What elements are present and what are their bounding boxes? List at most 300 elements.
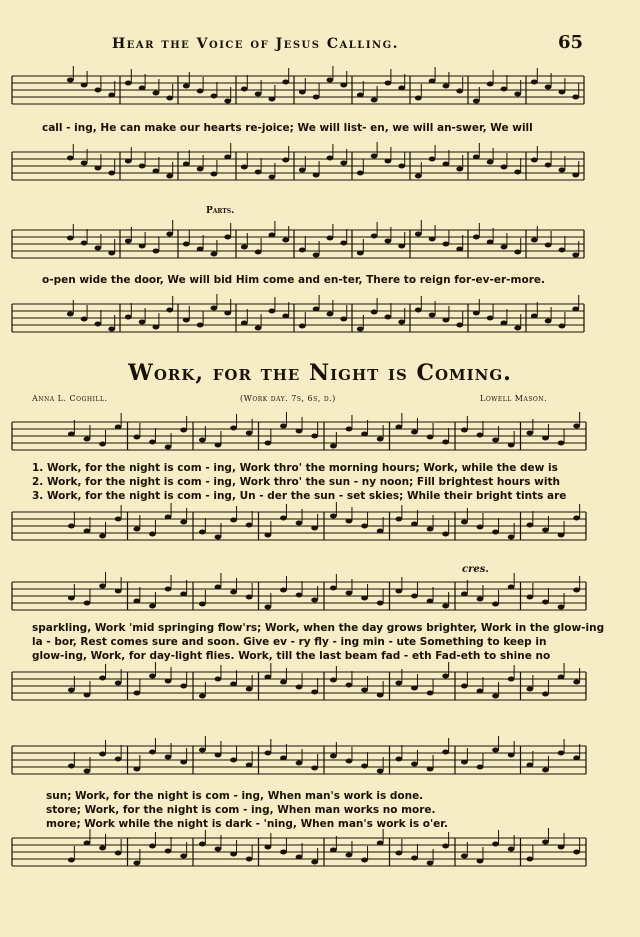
note-head (84, 601, 91, 606)
note-head (443, 84, 450, 89)
note-head (230, 852, 237, 857)
note-head (241, 87, 248, 92)
staff-9 (12, 742, 586, 782)
note-head (215, 677, 222, 682)
note-head (542, 600, 549, 605)
note-head (84, 769, 91, 774)
note-head (67, 78, 74, 83)
note-head (501, 87, 508, 92)
note-head (180, 684, 187, 689)
note-head (572, 307, 579, 312)
verse1-line3: sun; Work, for the night is com - ing, When man's work is done. (46, 790, 424, 802)
note-head (442, 844, 449, 849)
note-head (224, 311, 231, 316)
note-head (81, 241, 88, 246)
note-head (224, 155, 231, 160)
note-head (280, 424, 287, 429)
note-head (508, 443, 515, 448)
note-head (199, 438, 206, 443)
note-head (327, 156, 334, 161)
note-head (514, 170, 521, 175)
note-head (377, 601, 384, 606)
note-head (199, 748, 206, 753)
note-head (385, 159, 392, 164)
note-head (377, 529, 384, 534)
note-head (508, 753, 515, 758)
note-head (427, 691, 434, 696)
note-head (531, 314, 538, 319)
note-head (461, 854, 468, 859)
note-head (149, 844, 156, 849)
note-head (526, 595, 533, 600)
page-number: 65 (558, 32, 584, 53)
note-head (67, 236, 74, 241)
note-head (492, 748, 499, 753)
note-head (264, 751, 271, 756)
note-head (183, 84, 190, 89)
note-head (115, 589, 122, 594)
note-head (115, 425, 122, 430)
note-head (149, 604, 156, 609)
note-head (558, 675, 565, 680)
note-head (411, 762, 418, 767)
note-head (398, 164, 405, 169)
note-head (461, 760, 468, 765)
note-head (573, 850, 580, 855)
note-head (180, 520, 187, 525)
note-head (456, 89, 463, 94)
note-head (269, 175, 276, 180)
note-head (296, 761, 303, 766)
note-head (415, 232, 422, 237)
note-head (149, 532, 156, 537)
note-head (427, 861, 434, 866)
note-head (473, 99, 480, 104)
note-head (197, 167, 204, 172)
note-head (255, 326, 262, 331)
note-head (346, 759, 353, 764)
note-head (492, 530, 499, 535)
note-head (545, 85, 552, 90)
note-head (165, 587, 172, 592)
note-head (296, 855, 303, 860)
note-head (311, 434, 318, 439)
note-head (411, 430, 418, 435)
crescendo-mark: cres. (462, 564, 489, 575)
note-head (108, 251, 115, 256)
note-head (199, 530, 206, 535)
note-head (461, 592, 468, 597)
note-head (395, 517, 402, 522)
note-head (477, 765, 484, 770)
note-head (572, 95, 579, 100)
note-head (282, 314, 289, 319)
note-head (442, 532, 449, 537)
note-head (153, 91, 160, 96)
note-head (357, 251, 364, 256)
note-head (456, 247, 463, 252)
note-head (299, 324, 306, 329)
verse3-line2: glow-ing, Work, for day-light flies. Work, till the last beam fad - eth Fad-eth to shine no (32, 650, 551, 662)
note-head (264, 533, 271, 538)
note-head (115, 757, 122, 762)
note-head (311, 860, 318, 865)
note-head (442, 604, 449, 609)
note-head (398, 320, 405, 325)
note-head (264, 675, 271, 680)
note-head (545, 163, 552, 168)
note-head (215, 443, 222, 448)
note-head (327, 236, 334, 241)
note-head (429, 237, 436, 242)
note-head (398, 244, 405, 249)
note-head (542, 436, 549, 441)
note-head (264, 845, 271, 850)
note-head (299, 248, 306, 253)
note-head (501, 165, 508, 170)
note-head (573, 516, 580, 521)
note-head (246, 431, 253, 436)
note-head (572, 253, 579, 258)
note-head (371, 98, 378, 103)
note-head (246, 857, 253, 862)
note-head (115, 851, 122, 856)
note-head (542, 692, 549, 697)
note-head (461, 520, 468, 525)
note-head (99, 676, 106, 681)
note-head (180, 760, 187, 765)
note-head (67, 156, 74, 161)
author-credit: Anna L. Coghill. (32, 394, 108, 403)
note-head (429, 157, 436, 162)
note-head (153, 325, 160, 330)
note-head (68, 596, 75, 601)
note-head (241, 165, 248, 170)
note-head (573, 424, 580, 429)
note-head (487, 240, 494, 245)
note-head (311, 598, 318, 603)
note-head (542, 840, 549, 845)
note-head (477, 859, 484, 864)
note-head (269, 97, 276, 102)
note-head (165, 515, 172, 520)
note-head (115, 681, 122, 686)
note-head (199, 602, 206, 607)
note-head (573, 680, 580, 685)
note-head (572, 173, 579, 178)
note-head (427, 767, 434, 772)
note-head (166, 232, 173, 237)
note-head (477, 689, 484, 694)
note-head (166, 308, 173, 313)
note-head (395, 851, 402, 856)
song-title: Work, for the Night is Coming. (128, 360, 512, 386)
tune-meter: (Work day. 7s, 6s, d.) (240, 394, 336, 403)
note-head (330, 444, 337, 449)
note-head (508, 847, 515, 852)
note-head (545, 243, 552, 248)
note-head (215, 585, 222, 590)
note-head (108, 93, 115, 98)
note-head (371, 154, 378, 159)
note-head (313, 173, 320, 178)
staff-1 (12, 72, 584, 112)
note-head (429, 79, 436, 84)
note-head (280, 756, 287, 761)
note-head (125, 315, 132, 320)
note-head (95, 322, 102, 327)
note-head (395, 589, 402, 594)
note-head (84, 693, 91, 698)
note-head (545, 319, 552, 324)
note-head (508, 585, 515, 590)
note-head (443, 318, 450, 323)
note-head (183, 318, 190, 323)
note-head (211, 306, 218, 311)
note-head (385, 315, 392, 320)
note-head (215, 847, 222, 852)
note-head (377, 841, 384, 846)
note-head (280, 588, 287, 593)
note-head (558, 441, 565, 446)
note-head (313, 95, 320, 100)
note-head (461, 428, 468, 433)
note-head (415, 174, 422, 179)
note-head (296, 593, 303, 598)
note-head (411, 856, 418, 861)
note-head (526, 431, 533, 436)
staff-3 (12, 226, 584, 266)
note-head (477, 525, 484, 530)
note-head (264, 605, 271, 610)
note-head (165, 679, 172, 684)
running-title: Hear the Voice of Jesus Calling. (112, 36, 400, 52)
note-head (559, 90, 566, 95)
note-head (473, 235, 480, 240)
staff-2 (12, 148, 584, 188)
note-head (487, 316, 494, 321)
hymn1-lyrics-line1: call - ing, He can make our hearts re-joice; We will list- en, we will an-swer, We will (42, 122, 533, 134)
note-head (398, 86, 405, 91)
note-head (95, 246, 102, 251)
note-head (246, 687, 253, 692)
verse3-line1: 3. Work, for the night is com - ing, Un - der the sun - set skies; While their bright tints are (32, 490, 567, 502)
note-head (165, 755, 172, 760)
note-head (313, 307, 320, 312)
staff-7 (12, 578, 586, 618)
note-head (180, 854, 187, 859)
note-head (99, 846, 106, 851)
note-head (230, 426, 237, 431)
note-head (215, 753, 222, 758)
note-head (99, 442, 106, 447)
note-head (99, 752, 106, 757)
note-head (427, 435, 434, 440)
note-head (327, 312, 334, 317)
note-head (230, 758, 237, 763)
verse2-line1: 2. Work, for the night is com - ing, Work thro' the sun - ny noon; Fill brightest hours with (32, 476, 560, 488)
note-head (492, 694, 499, 699)
note-head (385, 81, 392, 86)
note-head (514, 326, 521, 331)
note-head (255, 170, 262, 175)
note-head (296, 521, 303, 526)
note-head (501, 321, 508, 326)
note-head (330, 754, 337, 759)
note-head (133, 861, 140, 866)
note-head (296, 685, 303, 690)
note-head (340, 241, 347, 246)
note-head (340, 83, 347, 88)
note-head (377, 769, 384, 774)
composer-credit: Lowell Mason. (480, 394, 548, 403)
note-head (133, 691, 140, 696)
note-head (133, 599, 140, 604)
note-head (139, 164, 146, 169)
note-head (115, 517, 122, 522)
note-head (346, 519, 353, 524)
note-head (429, 313, 436, 318)
note-head (514, 92, 521, 97)
note-head (558, 533, 565, 538)
note-head (542, 528, 549, 533)
note-head (573, 588, 580, 593)
verse2-line2: la - bor, Rest comes sure and soon. Give ev - ry fly - ing min - ute Something to keep in (32, 636, 547, 648)
note-head (442, 750, 449, 755)
note-head (133, 527, 140, 532)
parts-label: Parts. (206, 206, 235, 216)
page-header (0, 32, 640, 58)
note-head (411, 686, 418, 691)
note-head (531, 158, 538, 163)
note-head (531, 238, 538, 243)
note-head (165, 445, 172, 450)
note-head (443, 242, 450, 247)
note-head (99, 584, 106, 589)
note-head (558, 605, 565, 610)
note-head (558, 845, 565, 850)
note-head (487, 82, 494, 87)
note-head (411, 594, 418, 599)
note-head (280, 850, 287, 855)
note-head (473, 155, 480, 160)
note-head (427, 527, 434, 532)
note-head (311, 526, 318, 531)
note-head (357, 93, 364, 98)
note-head (558, 751, 565, 756)
note-head (166, 96, 173, 101)
note-head (473, 311, 480, 316)
note-head (68, 432, 75, 437)
note-head (346, 683, 353, 688)
note-head (559, 168, 566, 173)
note-head (456, 167, 463, 172)
note-head (377, 437, 384, 442)
note-head (377, 693, 384, 698)
note-head (255, 250, 262, 255)
note-head (456, 323, 463, 328)
staff-5 (12, 418, 586, 458)
note-head (197, 323, 204, 328)
note-head (346, 853, 353, 858)
note-head (311, 766, 318, 771)
note-head (246, 595, 253, 600)
note-head (299, 90, 306, 95)
note-head (183, 162, 190, 167)
note-head (361, 596, 368, 601)
note-head (125, 81, 132, 86)
note-head (149, 750, 156, 755)
note-head (492, 602, 499, 607)
note-head (340, 161, 347, 166)
note-head (224, 99, 231, 104)
note-head (108, 171, 115, 176)
note-head (183, 242, 190, 247)
note-head (427, 599, 434, 604)
note-head (573, 756, 580, 761)
note-head (230, 682, 237, 687)
note-head (477, 597, 484, 602)
staff-10 (12, 834, 586, 874)
note-head (197, 247, 204, 252)
note-head (461, 684, 468, 689)
verse1-line2: sparkling, Work 'mid springing flow'rs; Work, when the day grows brighter, Work in the glow-ing (32, 622, 605, 634)
note-head (153, 169, 160, 174)
note-head (361, 524, 368, 529)
note-head (68, 524, 75, 529)
note-head (340, 317, 347, 322)
note-head (508, 677, 515, 682)
note-head (330, 678, 337, 683)
hymn1-lyrics-line2: o-pen wide the door, We will bid Him come and en-ter, There to reign for-ev-er-more. (42, 274, 545, 286)
note-head (68, 858, 75, 863)
note-head (133, 435, 140, 440)
note-head (330, 848, 337, 853)
note-head (526, 523, 533, 528)
note-head (442, 674, 449, 679)
note-head (282, 158, 289, 163)
note-head (280, 680, 287, 685)
note-head (361, 432, 368, 437)
note-head (180, 428, 187, 433)
note-head (357, 327, 364, 332)
note-head (95, 166, 102, 171)
note-head (269, 309, 276, 314)
note-head (299, 168, 306, 173)
note-head (361, 858, 368, 863)
staff-8 (12, 668, 586, 708)
note-head (199, 842, 206, 847)
note-head (230, 518, 237, 523)
note-head (211, 172, 218, 177)
note-head (139, 86, 146, 91)
note-head (81, 317, 88, 322)
note-head (492, 842, 499, 847)
note-head (559, 324, 566, 329)
note-head (361, 688, 368, 693)
staff-6 (12, 508, 586, 548)
staff-4 (12, 300, 584, 340)
verse2-line3: store; Work, for the night is com - ing, When man works no more. (46, 804, 436, 816)
note-head (559, 248, 566, 253)
note-head (282, 80, 289, 85)
note-head (68, 688, 75, 693)
note-head (125, 239, 132, 244)
note-head (264, 441, 271, 446)
note-head (501, 245, 508, 250)
note-head (139, 244, 146, 249)
note-head (357, 171, 364, 176)
